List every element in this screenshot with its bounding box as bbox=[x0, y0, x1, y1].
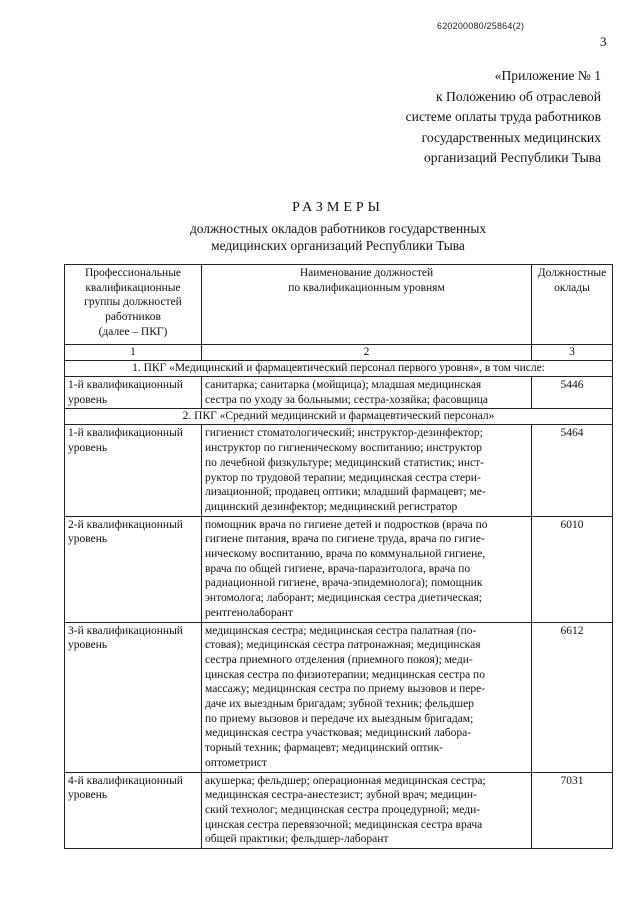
column-number: 3 bbox=[532, 345, 613, 361]
level-line: уровень bbox=[68, 393, 108, 406]
column-number-row bbox=[65, 345, 613, 361]
header-line: Должностные bbox=[537, 267, 607, 279]
appendix-line: системе оплаты труда работников bbox=[405, 109, 601, 124]
level-line: 3-й квалификационный bbox=[68, 624, 183, 637]
document-id: 620200080/25864(2) bbox=[437, 21, 525, 31]
positions-list bbox=[202, 377, 532, 409]
position-line: медицинская сестра-анестезист; зубной врач; медицин- bbox=[205, 789, 477, 802]
position-line: санитарка; санитарка (мойщица); младшая медицинская bbox=[205, 379, 482, 391]
position-line: сестра по уходу за больными; сестра-хозяйка; фасовщица bbox=[205, 393, 489, 406]
table-row bbox=[65, 377, 613, 409]
subtitle-line: медицинских организаций Республики Тыва bbox=[211, 238, 465, 253]
header-line: Наименование должностей bbox=[299, 267, 434, 279]
subtitle-line: должностных окладов работников государственных bbox=[189, 221, 487, 236]
position-line: рентгенолаборант bbox=[205, 606, 293, 619]
positions-list bbox=[202, 772, 532, 849]
position-line: врача по общей гигиене, врача-паразитолога, врача по bbox=[205, 562, 471, 575]
group-title-row bbox=[65, 409, 613, 425]
header-line: Профессиональные bbox=[84, 267, 182, 279]
table-row bbox=[65, 772, 613, 849]
document-subtitle bbox=[0, 220, 640, 254]
position-line: руктор по трудовой терапии; медицинская сестра стери- bbox=[205, 471, 481, 484]
position-line: сестра приемного отделения (приемного покоя); меди- bbox=[205, 653, 473, 666]
position-line: акушерка; фельдшер; операционная медицинская сестра; bbox=[205, 774, 486, 787]
column-number: 2 bbox=[202, 345, 532, 361]
group-title-row bbox=[65, 361, 613, 377]
position-line: гигиенист стоматологический; инструктор-дезинфектор; bbox=[205, 427, 483, 440]
qualification-level bbox=[65, 377, 202, 409]
level-line: уровень bbox=[68, 789, 108, 802]
document-title: РАЗМЕРЫ bbox=[292, 200, 384, 215]
position-line: цинская сестра по физиотерапии; медицинская сестра по bbox=[205, 668, 485, 681]
appendix-header bbox=[375, 66, 601, 169]
header-cell-salary bbox=[532, 265, 613, 345]
group-title: 1. ПКГ «Медицинский и фармацевтический персонал первого уровня», в том числе: bbox=[65, 361, 613, 377]
positions-list bbox=[202, 516, 532, 622]
header-cell-positions bbox=[202, 265, 532, 345]
salary-value: 5464 bbox=[532, 425, 613, 516]
header-line: работников bbox=[105, 311, 161, 324]
position-line: торный техник; фармацевт; медицинский оптик- bbox=[205, 742, 443, 755]
appendix-line: государственных медицинских bbox=[421, 129, 601, 145]
position-line: гигиене питания, врача по гигиене труда, врача по гигие- bbox=[205, 533, 485, 546]
group-title: 2. ПКГ «Средний медицинский и фармацевтический персонал» bbox=[65, 409, 613, 425]
level-line: уровень bbox=[68, 533, 108, 546]
header-line: оклады bbox=[554, 281, 590, 294]
level-line: 4-й квалификационный bbox=[68, 774, 183, 787]
position-line: инструктор по гигиеническому воспитанию; инструктор bbox=[205, 442, 483, 455]
salary-value: 6010 bbox=[532, 516, 613, 622]
position-line: стовая); медицинская сестра патронажная; медицинская bbox=[205, 639, 481, 652]
salary-value: 7031 bbox=[532, 772, 613, 849]
header-line: квалификационные bbox=[85, 281, 181, 294]
position-line: цинская сестра перевязочной; медицинская сестра врача bbox=[205, 818, 483, 831]
positions-list bbox=[202, 425, 532, 516]
column-number: 1 bbox=[65, 345, 202, 361]
position-line: общей практики; фельдшер-лаборант bbox=[205, 833, 389, 846]
position-line: лизационной; продавец оптики; младший фармацевт; ме- bbox=[205, 486, 486, 499]
position-line: медицинская сестра; медицинская сестра палатная (по- bbox=[205, 624, 477, 637]
salary-value: 5446 bbox=[532, 377, 613, 409]
position-line: даче их выездным бригадам; зубной техник; фельдшер bbox=[205, 698, 475, 711]
qualification-level bbox=[65, 425, 202, 516]
level-line: уровень bbox=[68, 639, 108, 652]
table-header-row bbox=[65, 265, 613, 345]
position-line: оптометрист bbox=[205, 756, 267, 769]
header-line: по квалификационным уровням bbox=[288, 281, 445, 294]
positions-list bbox=[202, 622, 532, 772]
header-line: (далее – ПКГ) bbox=[98, 325, 168, 338]
position-line: ническому воспитанию, врача по коммунальной гигиене, bbox=[205, 548, 486, 561]
level-line: 1-й квалификационный bbox=[68, 427, 183, 440]
position-line: медицинская сестра участковая; медицинский лабора- bbox=[205, 727, 472, 740]
level-line: уровень bbox=[68, 442, 108, 455]
position-line: ский технолог; медицинская сестра процедурной; меди- bbox=[205, 803, 481, 816]
salary-value: 6612 bbox=[532, 622, 613, 772]
page-number: 3 bbox=[600, 34, 607, 49]
qualification-level bbox=[65, 516, 202, 622]
position-line: по лечебной физкультуре; медицинский статистик; инст- bbox=[205, 456, 484, 469]
table-row bbox=[65, 622, 613, 772]
qualification-level bbox=[65, 772, 202, 849]
level-line: 1-й квалификационный bbox=[68, 379, 183, 391]
table-row bbox=[65, 516, 613, 622]
position-line: массажу; медицинская сестра по приему вызовов и пере- bbox=[205, 683, 486, 696]
appendix-line: «Приложение № 1 bbox=[494, 68, 601, 83]
position-line: помощник врача по гигиене детей и подростков (врача по bbox=[205, 518, 488, 531]
header-line: группы должностей bbox=[84, 296, 182, 309]
position-line: радиационной гигиене, врача-эпидемиолога); помощник bbox=[205, 577, 483, 590]
table-row bbox=[65, 425, 613, 516]
appendix-line: к Положению об отраслевой bbox=[436, 88, 601, 104]
position-line: энтомолога; лаборант; медицинская сестра диетическая; bbox=[205, 592, 482, 605]
salary-table bbox=[64, 264, 613, 849]
position-line: по приему вызовов и передаче их выездным бригадам; bbox=[205, 712, 474, 725]
qualification-level bbox=[65, 622, 202, 772]
position-line: дицинский дезинфектор; медицинский регистратор bbox=[205, 500, 458, 513]
level-line: 2-й квалификационный bbox=[68, 518, 183, 531]
header-cell-group bbox=[65, 265, 202, 345]
appendix-line: организаций Республики Тыва bbox=[423, 150, 601, 165]
